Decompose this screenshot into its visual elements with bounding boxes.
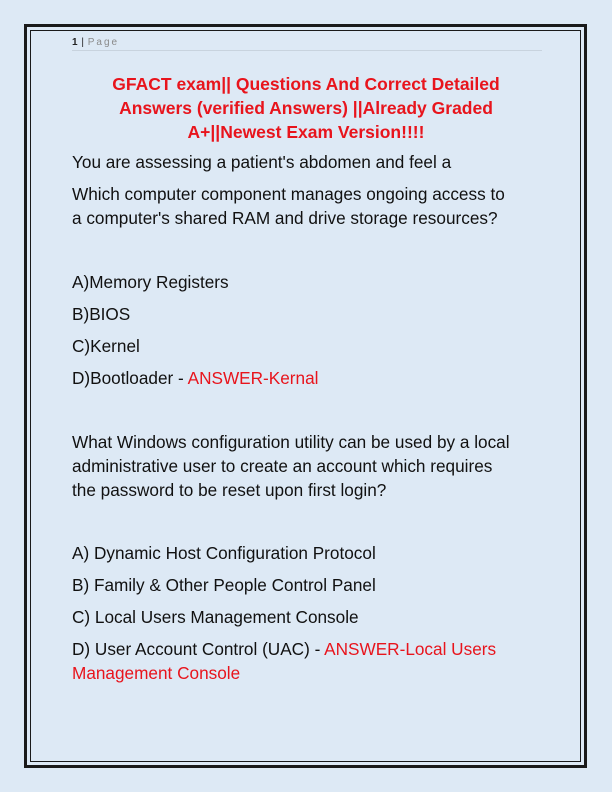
question-2 — [72, 430, 552, 685]
option-b: B) Family & Other People Control Panel — [72, 575, 376, 595]
title-line: GFACT exam|| Questions And Correct Detailed — [112, 74, 500, 94]
title-line: A+||Newest Exam Version!!!! — [187, 122, 425, 142]
header-separator: | — [81, 37, 85, 48]
option-c: C) Local Users Management Console — [72, 607, 359, 627]
page-header — [72, 37, 542, 51]
option-c: C)Kernel — [72, 336, 140, 356]
question-line: Which computer component manages ongoing access to — [72, 184, 505, 204]
intro-text: You are assessing a patient's abdomen and feel a — [72, 152, 452, 172]
option-a: A)Memory Registers — [72, 272, 229, 292]
question-line: administrative user to create an account which requires — [72, 456, 493, 476]
question-line: the password to be reset upon first login? — [72, 480, 387, 500]
option-d-text: D)Bootloader - — [72, 368, 188, 388]
question-1 — [72, 182, 552, 390]
page-word: Page — [87, 37, 120, 48]
title-line: Answers (verified Answers) ||Already Graded — [119, 98, 493, 118]
answer: ANSWER-Kernal — [187, 368, 319, 388]
page-number: 1 — [72, 37, 79, 48]
answer-continued: Management Console — [72, 663, 241, 683]
option-d — [72, 366, 552, 390]
option-a: A) Dynamic Host Configuration Protocol — [72, 543, 376, 563]
question-line: a computer's shared RAM and drive storage resources? — [72, 208, 498, 228]
option-d-text: D) User Account Control (UAC) - — [72, 639, 325, 659]
option-d — [72, 637, 552, 661]
document-body — [72, 150, 552, 685]
answer: ANSWER-Local Users — [324, 639, 497, 659]
document-title — [90, 72, 522, 144]
option-b: B)BIOS — [72, 304, 131, 324]
question-line: What Windows configuration utility can be used by a local — [72, 432, 510, 452]
